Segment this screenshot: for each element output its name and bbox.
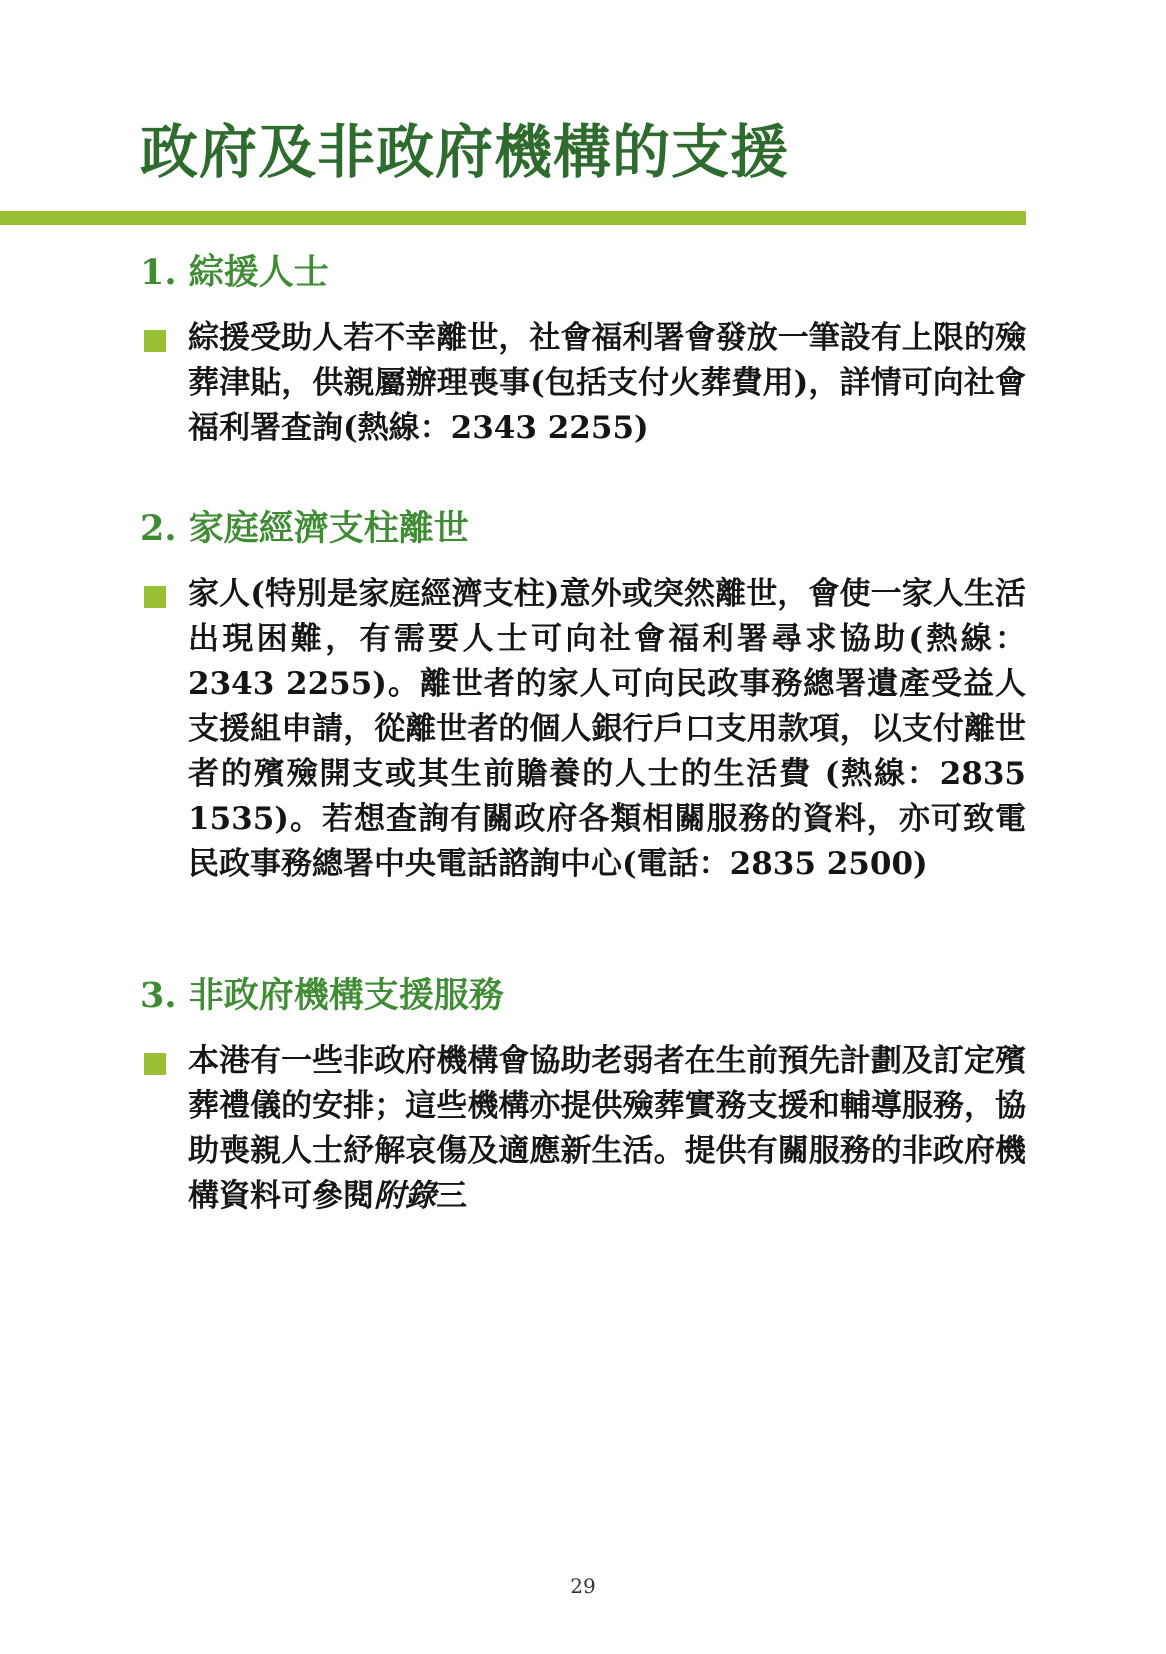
- section-heading: 2. 家庭經濟支柱離世: [140, 508, 469, 549]
- bullet-item: [140, 1039, 1026, 1219]
- title-divider: [0, 211, 1026, 225]
- section-heading: 1. 綜援人士: [140, 252, 329, 293]
- section-breadwinner: [140, 508, 1026, 887]
- section-ngo-support: [140, 975, 1026, 1219]
- bullet-text-main: 本港有一些非政府機構會協助老弱者在生前預先計劃及訂定殯葬禮儀的安排；這些機構亦提供殮葬實務支援和輔導服務，協助喪親人士紓解哀傷及適應新生活。提供有關服務的非政府機構資料可參閱: [188, 1043, 1026, 1214]
- bullet-text: 綜援受助人若不幸離世，社會福利署會發放一筆設有上限的殮葬津貼，供親屬辦理喪事(包括支付火葬費用)，詳情可向社會福利署查詢(熱線：2343 2255): [188, 320, 1026, 446]
- bullet-text: [188, 1039, 1026, 1219]
- appendix-number: 三: [436, 1178, 467, 1214]
- appendix-reference[interactable]: 附錄: [374, 1178, 436, 1214]
- section-heading: 3. 非政府機構支援服務: [140, 975, 504, 1016]
- square-bullet-icon: [144, 1053, 166, 1075]
- section-cssa: [140, 252, 1026, 451]
- page-number: 29: [570, 1574, 596, 1598]
- page-title: 政府及非政府機構的支援: [140, 118, 790, 186]
- bullet-item: [140, 316, 1026, 451]
- square-bullet-icon: [144, 330, 166, 352]
- square-bullet-icon: [144, 586, 166, 608]
- bullet-text: 家人(特別是家庭經濟支柱)意外或突然離世，會使一家人生活出現困難，有需要人士可向社會福利署尋求協助(熱線：2343 2255)。離世者的家人可向民政事務總署遺產受益人支援組申請，從離世者的個人銀行戶口支用款項，以支付離世者的殯殮開支或其生前贍養的人士的生活費 (熱線：2835 1535)。若想查詢有關政府各類相關服務的資料，亦可致電民政事務總署中央電話諮詢中心(電話：2835 2500): [188, 576, 1026, 882]
- bullet-item: [140, 572, 1026, 887]
